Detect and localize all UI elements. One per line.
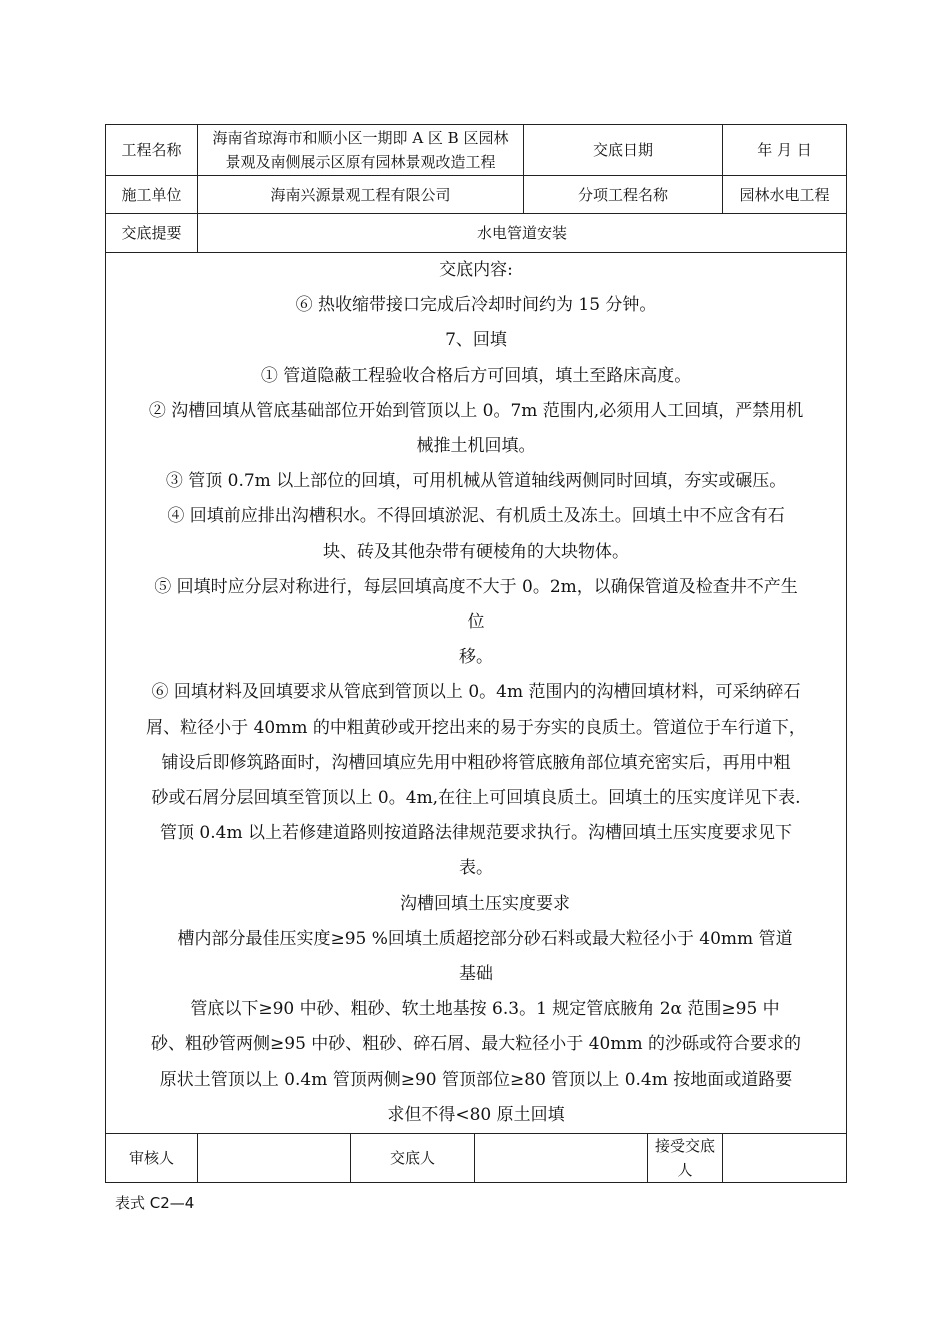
project-name-label: 工程名称 bbox=[106, 125, 198, 176]
content-line: 沟槽回填土压实度要求 bbox=[400, 893, 571, 914]
reviewer-label: 审核人 bbox=[106, 1134, 198, 1183]
project-name-line2: 景观及南侧展示区原有园林景观改造工程 bbox=[225, 153, 496, 171]
construction-unit-value: 海南兴源景观工程有限公司 bbox=[198, 176, 524, 214]
project-name-line1: 海南省琼海市和顺小区一期即 A 区 B 区园林 bbox=[212, 129, 509, 147]
content-line: 砂或石屑分层回填至管顶以上 0。4m,在往上可回填良质土。回填土的压实度详见下表. bbox=[151, 788, 801, 809]
content-line: 基础 bbox=[459, 964, 494, 985]
content-line: ④ 回填前应排出沟槽积水。不得回填淤泥、有机质土及冻土。回填土中不应含有石 bbox=[167, 506, 785, 527]
row-project-name bbox=[106, 125, 847, 176]
summary-label: 交底提要 bbox=[106, 214, 198, 253]
receiver-value bbox=[723, 1134, 847, 1183]
content-line: 交底内容: bbox=[439, 260, 513, 280]
content-line: ⑤ 回填时应分层对称进行，每层回填高度不大于 0。2m，以确保管道及检查井不产生 bbox=[154, 576, 798, 597]
content-line: ② 沟槽回填从管底基础部位开始到管顶以上 0。7m 范围内,必须用人工回填，严禁用机 bbox=[148, 400, 804, 421]
sub-project-label: 分项工程名称 bbox=[524, 176, 723, 214]
handover-form-table bbox=[105, 124, 847, 1183]
content-line: 砂、粗砂管两侧≥95 中砂、粗砂、碎石屑、最大粒径小于 40mm 的沙砾或符合要求的 bbox=[151, 1034, 801, 1055]
row-construction-unit bbox=[106, 176, 847, 214]
receiver-label: 接受交底人 bbox=[648, 1134, 723, 1183]
summary-value: 水电管道安装 bbox=[198, 214, 847, 253]
handover-date-label: 交底日期 bbox=[524, 125, 723, 176]
reviewer-value bbox=[198, 1134, 351, 1183]
handover-date-value: 年 月 日 bbox=[723, 125, 847, 176]
project-name-value bbox=[198, 125, 524, 176]
content-line: ③ 管顶 0.7m 以上部位的回填，可用机械从管道轴线两侧同时回填，夯实或碾压。 bbox=[165, 471, 787, 492]
content-line: 表。 bbox=[459, 858, 494, 879]
discloser-label: 交底人 bbox=[351, 1134, 475, 1183]
discloser-value bbox=[475, 1134, 648, 1183]
content-line: 屑、粒径小于 40mm 的中粗黄砂或开挖出来的易于夯实的良质土。管道位于车行道下， bbox=[146, 717, 806, 738]
row-content bbox=[106, 253, 847, 1134]
row-signatures bbox=[106, 1134, 847, 1183]
content-line: ① 管道隐蔽工程验收合格后方可回填，填土至路床高度。 bbox=[260, 365, 692, 386]
content-line: 移。 bbox=[459, 647, 494, 668]
content-line: 械推土机回填。 bbox=[416, 436, 536, 457]
content-line: 管顶 0.4m 以上若修建道路则按道路法律规范要求执行。沟槽回填土压实度要求见下 bbox=[160, 823, 792, 844]
construction-unit-label: 施工单位 bbox=[106, 176, 198, 214]
content-line: 铺设后即修筑路面时，沟槽回填应先用中粗砂将管底腋角部位填充密实后，再用中粗 bbox=[161, 752, 791, 773]
content-line: ⑥ 回填材料及回填要求从管底到管顶以上 0。4m 范围内的沟槽回填材料，可采纳碎石 bbox=[151, 682, 801, 703]
row-summary bbox=[106, 214, 847, 253]
content-line: 位 bbox=[467, 612, 485, 633]
content-line: 求但不得<80 原土回填 bbox=[387, 1104, 565, 1125]
handover-content bbox=[106, 253, 847, 1134]
sub-project-value: 园林水电工程 bbox=[723, 176, 847, 214]
content-line: 块、砖及其他杂带有硬棱角的大块物体。 bbox=[323, 541, 630, 562]
form-code: 表式 C2—4 bbox=[115, 1194, 195, 1212]
content-line: ⑥ 热收缩带接口完成后冷却时间约为 15 分钟。 bbox=[295, 295, 657, 316]
content-line: 7、回填 bbox=[445, 330, 507, 351]
content-line: 槽内部分最佳压实度≥95 %回填土质超挖部分砂石料或最大粒径小于 40mm 管道 bbox=[177, 928, 793, 949]
content-line: 原状土管顶以上 0.4m 管顶两侧≥90 管顶部位≥80 管顶以上 0.4m 按地面或道路要 bbox=[159, 1069, 793, 1090]
content-line: 管底以下≥90 中砂、粗砂、软土地基按 6.3。1 规定管底腋角 2α 范围≥95 中 bbox=[190, 999, 780, 1020]
